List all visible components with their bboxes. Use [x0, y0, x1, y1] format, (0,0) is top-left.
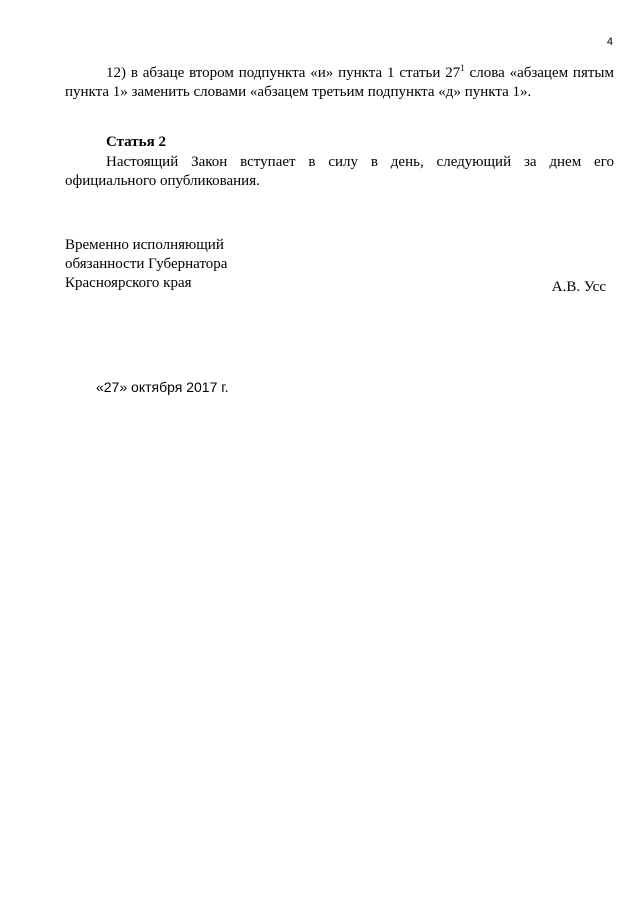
article-superscript: 1 — [460, 63, 465, 73]
signatory-name: А.В. Усс — [551, 279, 606, 295]
amendment-text-part2: слова «абзацем пятым пункта 1» заменить словами «абзацем третьим подпункта «д» пункта 1». — [65, 65, 614, 100]
amendment-text-part1: 12) в абзаце втором подпункта «и» пункта 1 статьи 27 — [106, 65, 461, 81]
signing-date: «27» октября 2017 г. — [96, 379, 229, 395]
page-number: 4 — [606, 36, 613, 48]
article-text: Настоящий Закон вступает в силу в день, следующий за днем его официального опубликования. — [65, 154, 614, 189]
signatory-position — [65, 236, 227, 293]
signatory-position-line-1: Временно исполняющий — [65, 237, 224, 253]
article-heading: Статья 2 — [106, 134, 166, 150]
signatory-position-line-2: обязанности Губернатора — [65, 256, 228, 272]
signatory-position-line-3: Красноярского края — [65, 275, 192, 291]
amendment-paragraph — [65, 64, 614, 102]
